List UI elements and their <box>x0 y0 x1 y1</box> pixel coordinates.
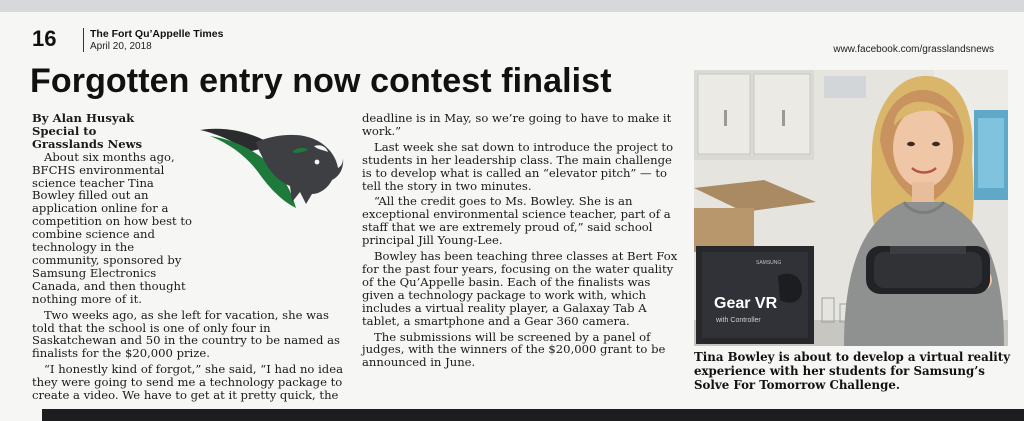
paragraph: deadline is in May, so we’re going to have to make it work.” <box>362 111 672 138</box>
article-column-2 <box>362 112 681 369</box>
byline-outlet: Grasslands News <box>32 136 143 151</box>
photo-illustration <box>694 70 1008 346</box>
vr-box-sublabel: with Controller <box>716 317 761 324</box>
paragraph: Last week she sat down to introduce the project to students in her leadership class. The main challenge is to develop what is called an “elevator pitch” — to tell the story in two minutes. <box>362 139 674 193</box>
paragraph: Two weeks ago, as she left for vacation, she was told that the school is one of only four in Saskatchewan and 50 in the country to be named as finalists for the $20,000 prize. <box>32 307 341 361</box>
article-headline: Forgotten entry now contest finalist <box>30 62 612 100</box>
web-url: www.facebook.com/grasslandsnews <box>833 44 994 55</box>
publication-date: April 20, 2018 <box>90 41 152 52</box>
article-photo <box>694 70 1008 346</box>
bison-logo-icon <box>196 122 344 210</box>
next-photo-edge <box>42 409 1024 421</box>
byline-role: Special to <box>32 123 97 138</box>
publication-name: The Fort Qu’Appelle Times <box>90 28 224 40</box>
paragraph: Bowley has been teaching three classes at Bert Fox for the past four years, focusing on the water quality of the Qu’Appelle basin. Each of the finalists was given a technology package to work with, which includes a virtual reality player, a Galaxay Tab A tablet, a smartphone and a Gear 360 camera. <box>362 249 678 328</box>
page-number: 16 <box>32 26 57 51</box>
photo-caption: Tina Bowley is about to develop a virtual reality experience with her students for Samsung’s Solve For Tomorrow Challenge. <box>694 350 1011 392</box>
byline-author: By Alan Husyak <box>32 111 135 125</box>
vr-box-brand: SAMSUNG <box>756 260 782 266</box>
vr-box-label: Gear VR <box>714 295 778 312</box>
paragraph: About six months ago, BFCHS environmental science teacher Tina Bowley filled out an application online for a competition on how best to combine science and technology in the community, sponsored by Samsung Electronics Canada, and then thought nothing more of it. <box>32 149 193 306</box>
paragraph: “I honestly kind of forgot,” she said, “I had no idea they were going to send me a technology package to create a video. We have to get at it pretty quick, the <box>32 362 343 403</box>
header-divider <box>83 28 84 52</box>
paragraph: The submissions will be screened by a panel of judges, with the winners of the $20,000 grant to be announced in June. <box>362 329 666 370</box>
paragraph: “All the credit goes to Ms. Bowley. She is an exceptional environmental science teacher, part of a staff that we are extremely proud of,” said school principal Jill Young-Lee. <box>362 194 671 248</box>
